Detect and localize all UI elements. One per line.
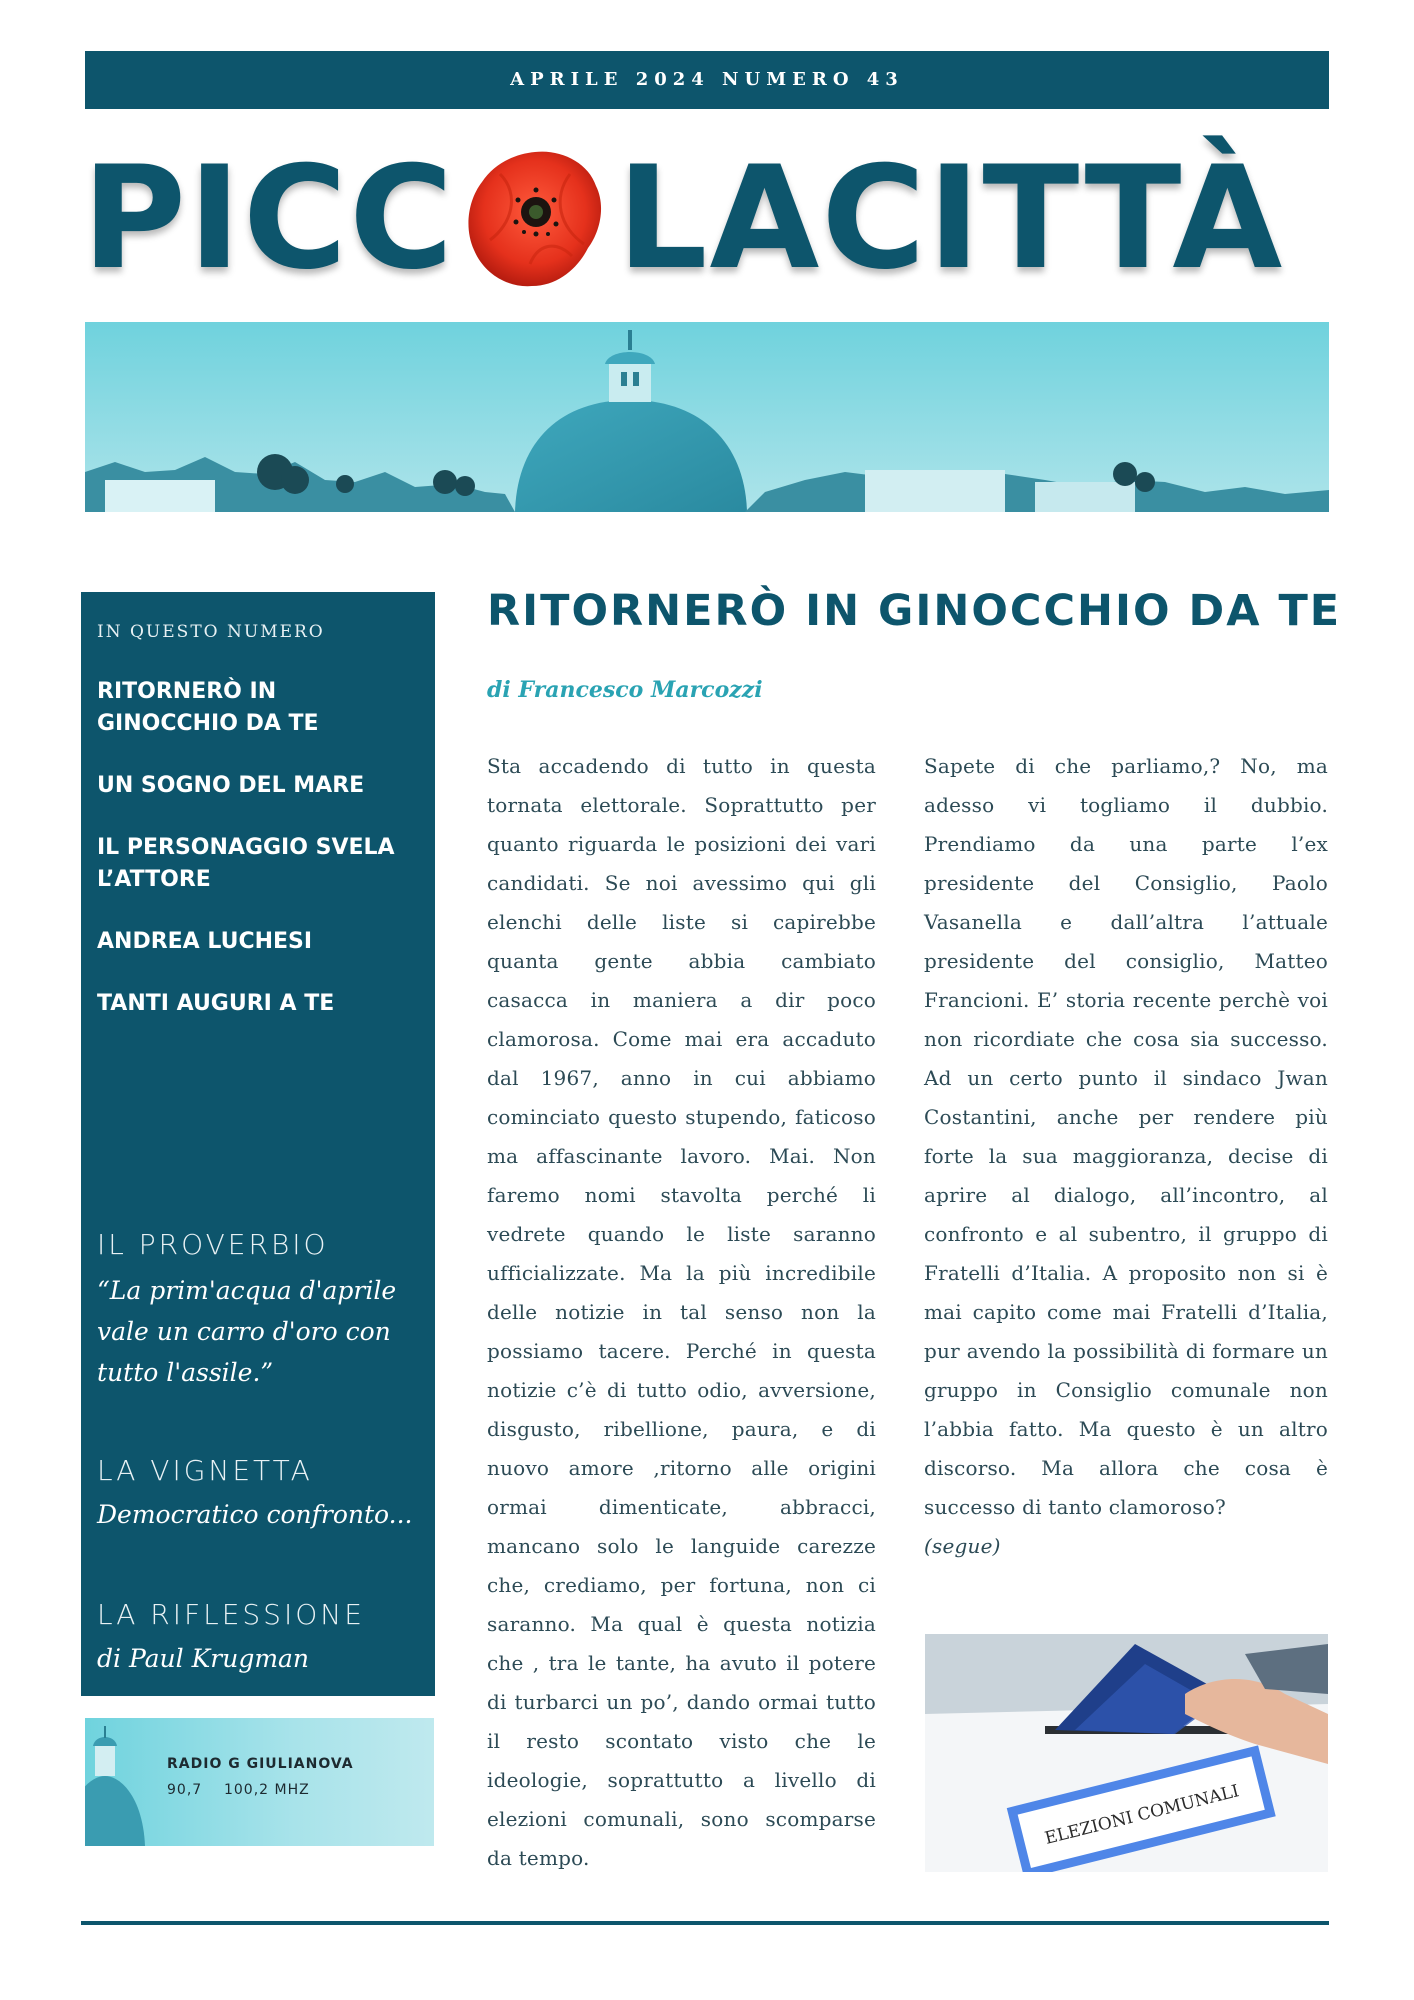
article-column-2 [924,747,1328,1566]
toc-item-ritornero[interactable]: RITORNERÒ IN GINOCCHIO DA TE [97,679,319,736]
issue-line: APRILE 2024 NUMERO 43 [510,69,904,90]
dome-skyline-illustration [85,322,1329,512]
radio-ad[interactable] [85,1718,434,1846]
sidebar-heading: IN QUESTO NUMERO [97,622,325,642]
toc-item-sogno-del-mare[interactable]: UN SOGNO DEL MARE [97,773,365,798]
issue-bar [85,51,1329,109]
toc-item-tanti-auguri[interactable]: TANTI AUGURI A TE [97,991,335,1016]
vignetta-text: Democratico confronto... [97,1500,413,1529]
dome-icon [85,1718,165,1846]
radio-name: RADIO G GIULIANOVA [167,1756,354,1772]
toc-item-personaggio[interactable]: IL PERSONAGGIO SVELA L’ATTORE [97,835,395,892]
article-byline: di Francesco Marcozzi [487,677,763,703]
masthead [82,134,1332,304]
article-column-2-text: Sapete di che parliamo,? No, ma adesso vi togliamo il dubbio. Prendiamo da una parte l’ex presidente del Consiglio, Paolo Vasanella e dall’altra l’attuale presidente del consiglio, Matteo Francioni. E’ storia recente perchè voi non ricordiate che cosa sia successo. Ad un certo punto il sindaco Jwan Costantini, anche per rendere più forte la sua maggioranza, decise di aprire al dialogo, all’incontro, al confronto e al subentro, il gruppo di Fratelli d’Italia. A proposito non si è mai capito come mai Fratelli d’Italia, pur avendo la possibilità di formare un gruppo in Consiglio comunale non l’abbia fatto. Ma questo è un altro discorso. Ma allora che cosa è successo di tanto clamoroso? [924,754,1328,1519]
radio-frequencies: 90,7 100,2 MHZ [167,1782,310,1798]
riflessione-label: LA RIFLESSIONE [97,1598,365,1631]
sidebar-contents [81,592,435,1696]
article-column-1: Sta accadendo di tutto in questa tornata elettorale. Soprattutto per quanto riguarda le posizioni dei vari candidati. Se noi avessimo qui gli elenchi delle liste si capirebbe quanta gente abbia cambiato casacca in maniera a dir poco clamorosa. Come mai era accaduto dal 1967, anno in cui abbiamo cominciato questo stupendo, faticoso ma affascinante lavoro. Mai. Non faremo nomi stavolta perché li vedrete quando le liste saranno ufficializzate. Ma la più incredibile delle notizie in tal senso non la possiamo tacere. Perché in questa notizie c’è di tutto odio, avversione, disgusto, ribellione, paura, e di nuovo amore ,ritorno alle origini ormai dimenticate, abbracci, mancano solo le languide carezze che, crediamo, per fortuna, non ci saranno. Ma qual è questa notizia che , tra le tante, ha avuto il potere di turbarci un po’, dando ormai tutto il resto scontato visto che le ideologie, soprattutto a livello di elezioni comunali, sono scomparse da tempo. [487,754,876,1870]
bottom-divider [81,1921,1329,1925]
table-of-contents [97,676,417,1050]
vignetta-label: LA VIGNETTA [97,1454,313,1487]
article-continued-note: (segue) [924,1534,1001,1558]
masthead-title-part2: LACITTÀ [617,136,1285,301]
riflessione-text: di Paul Krugman [97,1644,310,1673]
poppy-flower-icon [460,144,610,294]
header-banner-image [85,322,1329,512]
toc-item-andrea-luchesi[interactable]: ANDREA LUCHESI [97,929,313,954]
article-headline: RITORNERÒ IN GINOCCHIO DA TE [487,586,1342,636]
ballot-box-illustration [925,1634,1328,1872]
masthead-title-part1: PICC [82,136,456,301]
proverbio-label: IL PROVERBIO [97,1228,329,1261]
proverbio-text: “La prim'acqua d'aprile vale un carro d'oro con tutto l'assile.” [97,1276,397,1387]
ballot-box-label: ELEZIONI COMUNALI [1042,1781,1242,1849]
ballot-box-photo [925,1634,1328,1872]
